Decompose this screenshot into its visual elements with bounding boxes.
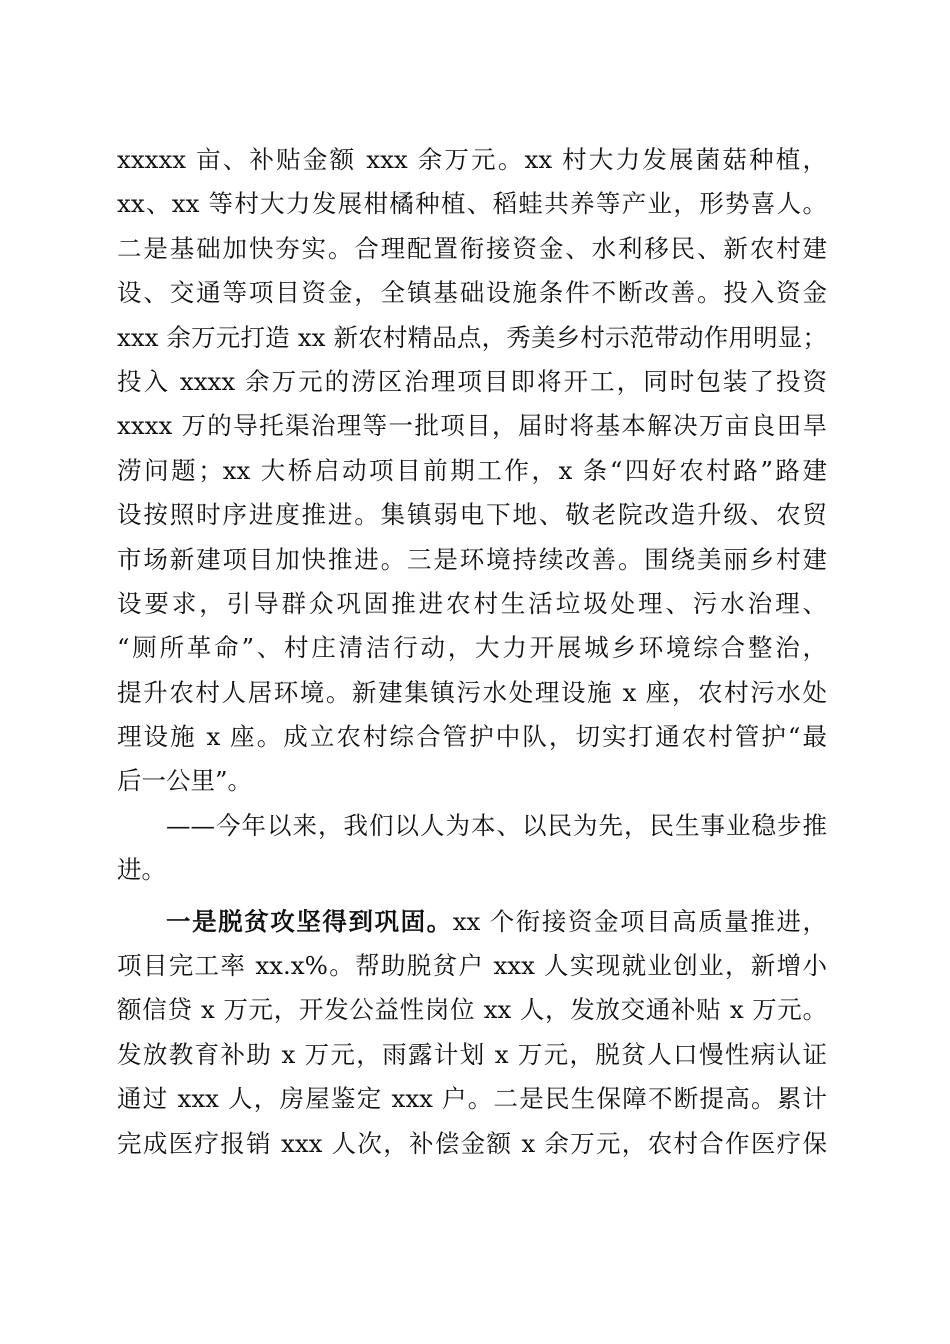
- text-line: xxxxx 亩、补贴金额 xxx 余万元。xx 村大力发展菌菇种植，: [117, 145, 827, 174]
- text-line: 设、交通等项目资金，全镇基础设施条件不断改善。投入资金: [117, 278, 827, 308]
- text-line: 市场新建项目加快推进。三是环境持续改善。围绕美丽乡村建: [117, 544, 827, 574]
- text-line: xx、xx 等村大力发展柑橘种植、稻蛙共养等产业，形势喜人。: [117, 189, 827, 219]
- text-line: 设按照时序进度推进。集镇弱电下地、敬老院改造升级、农贸: [117, 500, 827, 530]
- text-line: 投入 xxxx 余万元的涝区治理项目即将开工，同时包装了投资: [117, 366, 827, 396]
- text-line: 完成医疗报销 xxx 人次，补偿金额 x 余万元，农村合作医疗保: [117, 1128, 827, 1158]
- text-line: xxxx 万的导托渠治理等一批项目，届时将基本解决万亩良田旱: [117, 411, 827, 441]
- text-line: 二是基础加快夯实。合理配置衔接资金、水利移民、新农村建: [117, 233, 827, 263]
- body-text: [117, 138, 827, 1166]
- heading-line: [117, 900, 827, 944]
- text-line: 发放教育补助 x 万元，雨露计划 x 万元，脱贫人口慢性病认证: [117, 1039, 827, 1069]
- text-line: 提升农村人居环境。新建集镇污水处理设施 x 座，农村污水处: [117, 677, 827, 707]
- section-intro-line: ——今年以来，我们以人为本、以民为先，民生事业稳步推: [166, 810, 827, 840]
- text-line: xxx 余万元打造 xx 新农村精品点，秀美乡村示范带动作用明显；: [117, 322, 827, 352]
- text-line: “厕所革命”、村庄清洁行动，大力开展城乡环境综合整治，: [117, 633, 827, 663]
- text-line: 理设施 x 座。成立农村综合管护中队，切实打通农村管护“最: [117, 722, 827, 752]
- bold-heading: 一是脱贫攻坚得到巩固。: [166, 906, 453, 936]
- text-line: 设要求，引导群众巩固推进农村生活垃圾处理、污水治理、: [117, 588, 827, 618]
- heading-line-text: xx 个衔接资金项目高质量推进，: [452, 906, 828, 936]
- text-line: 进。: [117, 855, 166, 885]
- text-line: 额信贷 x 万元，开发公益性岗位 xx 人，发放交通补贴 x 万元。: [117, 995, 827, 1025]
- text-line: 涝问题；xx 大桥启动项目前期工作，x 条“四好农村路”路建: [117, 455, 827, 485]
- text-line: 项目完工率 xx.x%。帮助脱贫户 xxx 人实现就业创业，新增小: [117, 951, 827, 981]
- text-line: 通过 xxx 人，房屋鉴定 xxx 户。二是民生保障不断提高。累计: [117, 1084, 827, 1114]
- text-line: 后一公里”。: [117, 766, 253, 796]
